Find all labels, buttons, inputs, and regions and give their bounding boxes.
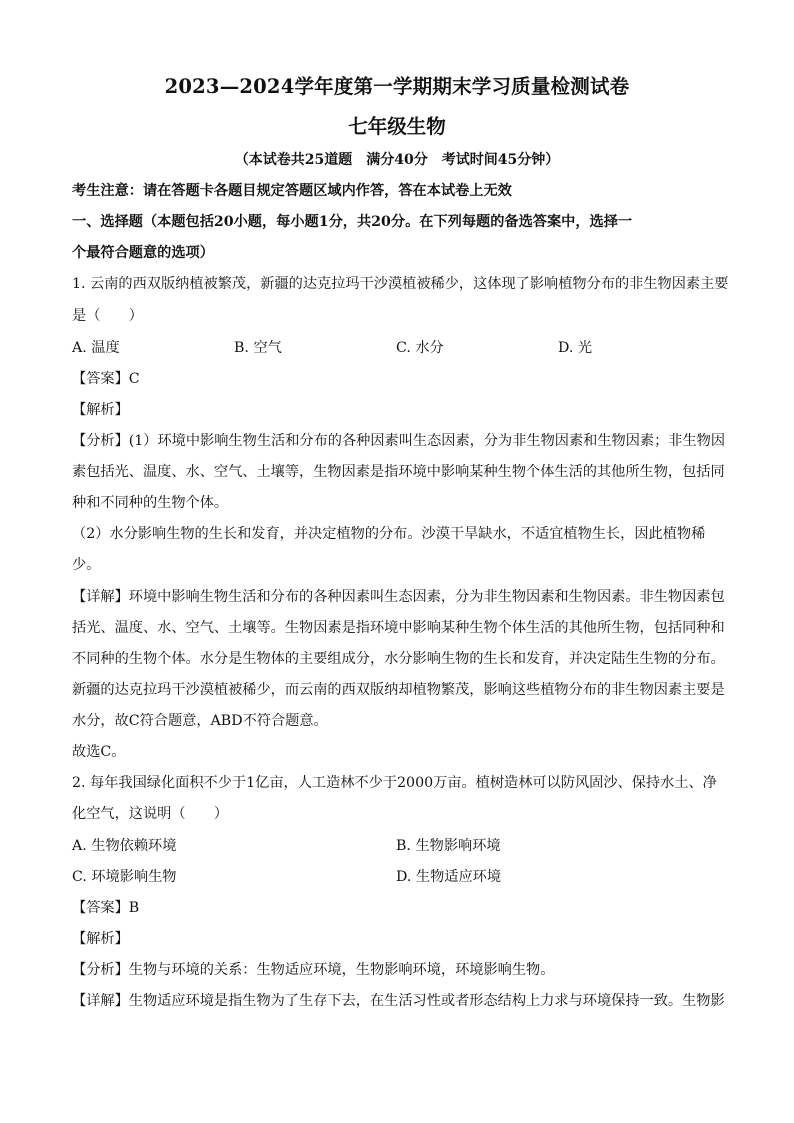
- q1-fenxi-line-3: 种和不同种的生物个体。: [72, 495, 229, 511]
- q1-conclusion: 故选C。: [72, 744, 126, 760]
- q1-option-c: C. 水分: [396, 340, 444, 356]
- exam-subject: 七年级生物: [348, 115, 446, 138]
- q1-fenxi-line-2: 素包括光、温度、水、空气、土壤等，生物因素是指环境中影响某种生物个体生活的其他所生物，包括同: [72, 464, 725, 480]
- q2-stem-line-2: 化空气，这说明（ ）: [72, 806, 229, 822]
- q1-answer: 【答案】C: [72, 371, 140, 387]
- q1-xiangjie-line-2: 括光、温度、水、空气、土壤等。生物因素是指环境中影响某种生物个体生活的其他所生物，包括同种和: [72, 620, 725, 636]
- q1-option-a: A. 温度: [72, 340, 120, 356]
- q2-stem-line-1: 2. 每年我国绿化面积不少于1亿亩，人工造林不少于2000万亩。植树造林可以防风固沙、保持水土、净: [72, 775, 717, 791]
- q1-fenxi-line-4: （2）水分影响生物的生长和发育，并决定植物的分布。沙漠干旱缺水，不适宜植物生长，因此植物稀: [72, 526, 706, 542]
- q2-answer: 【答案】B: [72, 900, 140, 916]
- q2-option-d: D. 生物适应环境: [396, 869, 502, 885]
- q2-option-b: B. 生物影响环境: [396, 838, 501, 854]
- q2-xiangjie-line-1: 【详解】生物适应环境是指生物为了生存下去，在生活习性或者形态结构上力求与环境保持一致。生物影: [72, 993, 725, 1009]
- q1-xiangjie-line-3: 不同种的生物个体。水分是生物体的主要组成分，水分影响生物的生长和发育，并决定陆生生物的分布。: [72, 651, 725, 667]
- exam-info: （本试卷共25道题 满分40分 考试时间45分钟）: [234, 152, 560, 168]
- exam-title: 2023—2024学年度第一学期期末学习质量检测试卷: [164, 75, 630, 98]
- q2-fenxi: 【分析】生物与环境的关系：生物适应环境，生物影响环境，环境影响生物。: [72, 962, 555, 978]
- candidate-notice: 考生注意：请在答题卡各题目规定答题区域内作答，答在本试卷上无效: [72, 183, 512, 199]
- q1-stem-line-1: 1. 云南的西双版纳植被繁茂，新疆的达克拉玛干沙漠植被稀少，这体现了影响植物分布的非生物因素主要: [72, 276, 729, 292]
- q1-analysis-label: 【解析】: [72, 402, 129, 418]
- section-heading-line-2: 个最符合题意的选项）: [72, 245, 214, 261]
- q1-stem-line-2: 是（ ）: [72, 308, 143, 324]
- q1-option-d: D. 光: [558, 340, 593, 356]
- q2-option-c: C. 环境影响生物: [72, 869, 177, 885]
- q1-xiangjie-line-4: 新疆的达克拉玛干沙漠植被稀少，而云南的西双版纳却植物繁茂，影响这些植物分布的非生物因素主要是: [72, 682, 725, 698]
- q2-analysis-label: 【解析】: [72, 931, 129, 947]
- q1-fenxi-line-1: 【分析】(1）环境中影响生物生活和分布的各种因素叫生态因素，分为非生物因素和生物因素；非生物因: [72, 433, 726, 449]
- q1-option-b: B. 空气: [234, 340, 282, 356]
- q1-xiangjie-line-1: 【详解】环境中影响生物生活和分布的各种因素叫生态因素，分为非生物因素和生物因素。非生物因素包: [72, 589, 725, 605]
- q1-fenxi-line-5: 少。: [72, 557, 101, 573]
- q2-option-a: A. 生物依赖环境: [72, 838, 177, 854]
- section-heading-line-1: 一、选择题（本题包括20小题，每小题1分，共20分。在下列每题的备选答案中，选择一: [72, 214, 633, 230]
- q1-xiangjie-line-5: 水分，故C符合题意，ABD不符合题意。: [72, 713, 328, 729]
